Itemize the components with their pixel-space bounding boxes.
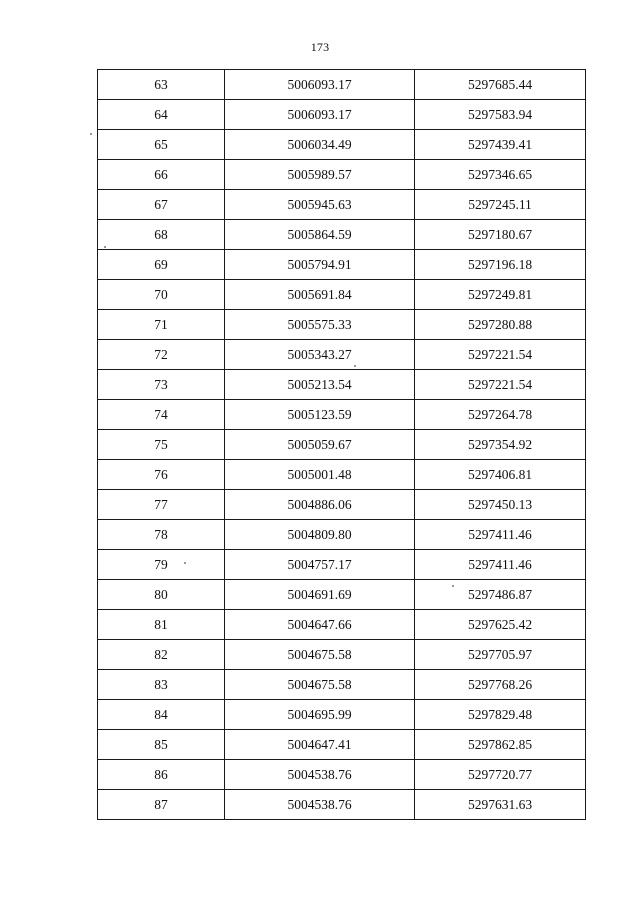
table-row (98, 550, 586, 580)
table-row (98, 160, 586, 190)
y-coordinate-cell: 5297685.44 (415, 70, 586, 100)
x-coordinate-cell: 5005945.63 (225, 190, 415, 220)
point-number-cell: 69 (98, 250, 225, 280)
x-coordinate-cell: 5005794.91 (225, 250, 415, 280)
x-coordinate-cell: 5004886.06 (225, 490, 415, 520)
point-number-cell: 63 (98, 70, 225, 100)
x-coordinate-cell: 5005123.59 (225, 400, 415, 430)
y-coordinate-cell: 5297354.92 (415, 430, 586, 460)
point-number-cell: 67 (98, 190, 225, 220)
x-coordinate-cell: 5005213.54 (225, 370, 415, 400)
y-coordinate-cell: 5297280.88 (415, 310, 586, 340)
y-coordinate-cell: 5297829.48 (415, 700, 586, 730)
y-coordinate-cell: 5297583.94 (415, 100, 586, 130)
point-number-cell: 70 (98, 280, 225, 310)
x-coordinate-cell: 5006093.17 (225, 70, 415, 100)
y-coordinate-cell: 5297264.78 (415, 400, 586, 430)
table-row (98, 370, 586, 400)
page-number: 173 (310, 40, 330, 54)
table-row (98, 760, 586, 790)
table-row (98, 220, 586, 250)
x-coordinate-cell: 5005001.48 (225, 460, 415, 490)
y-coordinate-cell: 5297631.63 (415, 790, 586, 820)
x-coordinate-cell: 5004538.76 (225, 760, 415, 790)
point-number-cell: 74 (98, 400, 225, 430)
y-coordinate-cell: 5297625.42 (415, 610, 586, 640)
point-number-cell: 86 (98, 760, 225, 790)
y-coordinate-cell: 5297221.54 (415, 340, 586, 370)
scan-speck (452, 585, 454, 587)
y-coordinate-cell: 5297450.13 (415, 490, 586, 520)
point-number-cell: 73 (98, 370, 225, 400)
scan-speck (354, 365, 356, 367)
x-coordinate-cell: 5004757.17 (225, 550, 415, 580)
point-number-cell: 87 (98, 790, 225, 820)
table-row (98, 520, 586, 550)
table-row (98, 730, 586, 760)
y-coordinate-cell: 5297406.81 (415, 460, 586, 490)
x-coordinate-cell: 5004647.41 (225, 730, 415, 760)
point-number-cell: 85 (98, 730, 225, 760)
point-number-cell: 71 (98, 310, 225, 340)
point-number-cell: 72 (98, 340, 225, 370)
x-coordinate-cell: 5005864.59 (225, 220, 415, 250)
table-row (98, 640, 586, 670)
x-coordinate-cell: 5004695.99 (225, 700, 415, 730)
y-coordinate-cell: 5297705.97 (415, 640, 586, 670)
table-row (98, 100, 586, 130)
table-row (98, 400, 586, 430)
point-number-cell: 84 (98, 700, 225, 730)
point-number-cell: 77 (98, 490, 225, 520)
y-coordinate-cell: 5297180.67 (415, 220, 586, 250)
table-row (98, 700, 586, 730)
y-coordinate-cell: 5297249.81 (415, 280, 586, 310)
y-coordinate-cell: 5297862.85 (415, 730, 586, 760)
table-row (98, 190, 586, 220)
x-coordinate-cell: 5004538.76 (225, 790, 415, 820)
y-coordinate-cell: 5297720.77 (415, 760, 586, 790)
point-number-cell: 68 (98, 220, 225, 250)
x-coordinate-cell: 5004647.66 (225, 610, 415, 640)
point-number-cell: 76 (98, 460, 225, 490)
point-number-cell: 83 (98, 670, 225, 700)
table-row (98, 130, 586, 160)
point-number-cell: 66 (98, 160, 225, 190)
x-coordinate-cell: 5005059.67 (225, 430, 415, 460)
table-row (98, 280, 586, 310)
table-row (98, 790, 586, 820)
table-row (98, 670, 586, 700)
y-coordinate-cell: 5297768.26 (415, 670, 586, 700)
table-row (98, 310, 586, 340)
point-number-cell: 75 (98, 430, 225, 460)
y-coordinate-cell: 5297411.46 (415, 520, 586, 550)
y-coordinate-cell: 5297245.11 (415, 190, 586, 220)
x-coordinate-cell: 5005691.84 (225, 280, 415, 310)
y-coordinate-cell: 5297486.87 (415, 580, 586, 610)
table-row (98, 460, 586, 490)
table-row (98, 70, 586, 100)
table-row (98, 430, 586, 460)
point-number-cell: 64 (98, 100, 225, 130)
scan-speck (90, 133, 92, 135)
x-coordinate-cell: 5005989.57 (225, 160, 415, 190)
point-number-cell: 65 (98, 130, 225, 160)
x-coordinate-cell: 5005575.33 (225, 310, 415, 340)
table-row (98, 340, 586, 370)
x-coordinate-cell: 5006034.49 (225, 130, 415, 160)
table-row (98, 250, 586, 280)
table-row (98, 580, 586, 610)
y-coordinate-cell: 5297411.46 (415, 550, 586, 580)
y-coordinate-cell: 5297346.65 (415, 160, 586, 190)
x-coordinate-cell: 5004809.80 (225, 520, 415, 550)
x-coordinate-cell: 5006093.17 (225, 100, 415, 130)
coordinates-table (97, 69, 586, 820)
table-body (98, 70, 586, 820)
y-coordinate-cell: 5297221.54 (415, 370, 586, 400)
scan-speck (184, 562, 186, 564)
y-coordinate-cell: 5297439.41 (415, 130, 586, 160)
table-row (98, 490, 586, 520)
table-row (98, 610, 586, 640)
point-number-cell: 81 (98, 610, 225, 640)
y-coordinate-cell: 5297196.18 (415, 250, 586, 280)
point-number-cell: 78 (98, 520, 225, 550)
point-number-cell: 82 (98, 640, 225, 670)
point-number-cell: 79 (98, 550, 225, 580)
x-coordinate-cell: 5004675.58 (225, 640, 415, 670)
x-coordinate-cell: 5005343.27 (225, 340, 415, 370)
x-coordinate-cell: 5004691.69 (225, 580, 415, 610)
x-coordinate-cell: 5004675.58 (225, 670, 415, 700)
scan-speck (104, 246, 106, 248)
point-number-cell: 80 (98, 580, 225, 610)
